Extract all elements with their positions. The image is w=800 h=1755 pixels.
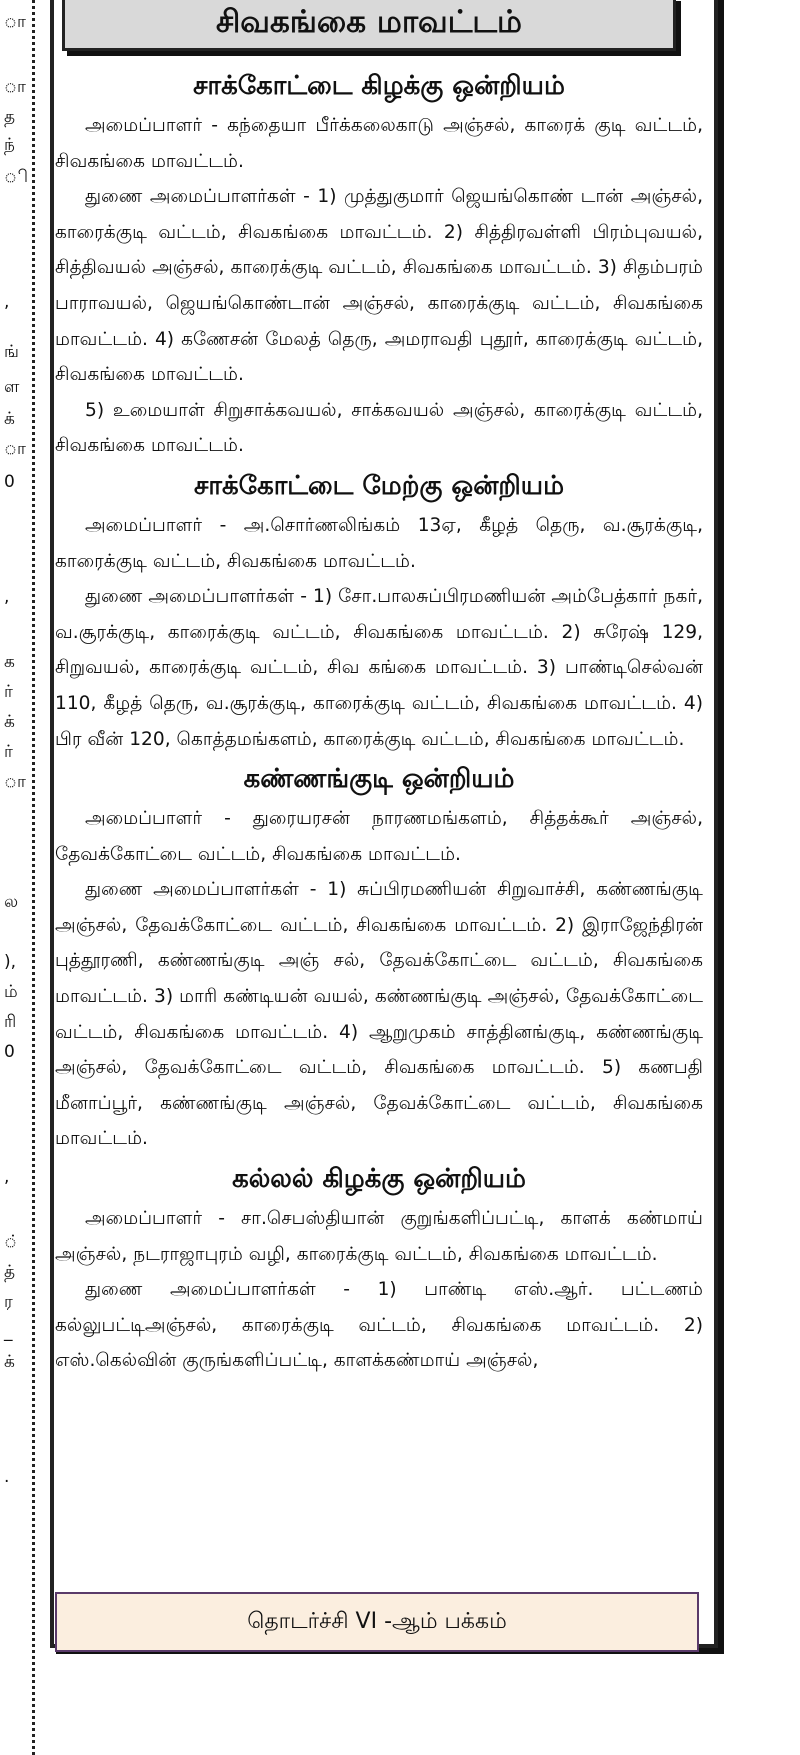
margin-fragment: த் (4, 1262, 16, 1282)
margin-fragment: ் (4, 1232, 20, 1252)
paragraph: அமைப்பாளர் - அ.சொர்ணலிங்கம் 13ஏ, கீழத் தெரு, வ.சூரக்குடி, காரைக்குடி வட்டம், சிவகங்கை மாவட்டம். (55, 514, 703, 572)
paragraph: துணை அமைப்பாளர்கள் - 1) சோ.பாலசுப்பிரமணியன் அம்பேத்கார் நகர், வ.சூரக்குடி, காரைக்குடி வட்டம், சிவகங்கை மாவட்டம். 2) சுரேஷ் 129, சிறுவயல், காரைக்குடி வட்டம், சிவ கங்கை மாவட்டம். 3) பாண்டிசெல்வன் 110, கீழத் தெரு, வ.சூரக்குடி, காரைக்குடி வட்டம், சிவகங்கை மாவட்டம். 4) பிர வீன் 120, கொத்தமங்களம், காரைக்குடி வட்டம், சிவகங்கை மாவட்டம். (55, 586, 703, 750)
margin-fragment: க் (4, 1352, 15, 1372)
margin-fragment: ந் (4, 135, 15, 155)
margin-fragment: ல (4, 892, 19, 912)
margin-fragment: த (4, 107, 16, 127)
margin-fragment: ரி (4, 1012, 17, 1032)
paragraph: அமைப்பாளர் - கந்தையா பீர்க்கலைகாடு அஞ்சல், காரைக் குடி வட்டம், சிவகங்கை மாவட்டம். (55, 115, 703, 172)
margin-fragment: ா (4, 12, 26, 32)
previous-column-fragment (0, 0, 30, 1755)
margin-fragment: ா (4, 772, 26, 792)
paragraph: அமைப்பாளர் - துரையரசன் நாரணமங்களம், சித்தக்கூர் அஞ்சல், தேவக்கோட்டை வட்டம், சிவகங்கை மாவட்டம். (55, 808, 703, 865)
margin-fragment: , (4, 292, 10, 312)
column-divider (32, 0, 35, 1755)
section-heading: கல்லல் கிழக்கு ஒன்றியம் (232, 1164, 526, 1195)
paragraph: அமைப்பாளர் - சா.செபஸ்தியான் குறுங்களிப்பட்டி, காளக் கண்மாய் அஞ்சல், நடராஜாபுரம் வழி, காரைக்குடி வட்டம், சிவகங்கை மாவட்டம். (55, 1208, 703, 1265)
margin-fragment: ள (4, 377, 20, 397)
margin-fragment: . (4, 1467, 10, 1487)
margin-fragment: , (4, 1167, 10, 1187)
margin-fragment: , (4, 587, 10, 607)
section-heading: சாக்கோட்டை கிழக்கு ஒன்றியம் (193, 71, 565, 101)
margin-fragment: ர (4, 1292, 13, 1312)
margin-fragment: ி (4, 167, 28, 187)
section-heading: சாக்கோட்டை மேற்கு ஒன்றியம் (194, 470, 564, 501)
margin-fragment: 0 (4, 472, 15, 492)
section-heading: கண்ணங்குடி ஒன்றியம் (243, 764, 515, 795)
margin-fragment: 0 (4, 1042, 15, 1062)
margin-fragment: க் (4, 712, 15, 732)
article-content (55, 64, 703, 1379)
margin-fragment: _ (4, 1322, 13, 1342)
paragraph: 5) உமையாள் சிறுசாக்கவயல், சாக்கவயல் அஞ்சல், காரைக்குடி வட்டம், சிவகங்கை மாவட்டம். (55, 399, 703, 457)
margin-fragment: ங் (4, 342, 19, 362)
margin-fragment: க் (4, 409, 15, 429)
margin-fragment: ா (4, 439, 26, 459)
margin-fragment: ம் (4, 982, 18, 1002)
district-banner: சிவகங்கை மாவட்டம் (62, 0, 676, 51)
margin-fragment: ), (4, 952, 17, 972)
margin-fragment: ர் (4, 682, 13, 702)
continued-on-page-note: தொடர்ச்சி VI -ஆம் பக்கம் (55, 1592, 699, 1652)
paragraph: துணை அமைப்பாளர்கள் - 1) முத்துகுமார் ஜெயங்கொண் டான் அஞ்சல், காரைக்குடி வட்டம், சிவகங்கை மாவட்டம். 2) சித்திரவள்ளி பிரம்புவயல், சித்திவயல் அஞ்சல், காரைக்குடி வட்டம், சிவகங்கை மாவட்டம். 3) சிதம்பரம் பாராவயல், ஜெயங்கொண்டான் அஞ்சல், காரைக்குடி வட்டம், சிவகங்கை மாவட்டம். 4) கணேசன் மேலத் தெரு, அமராவதி புதூர், காரைக்குடி வட்டம், சிவகங்கை மாவட்டம். (55, 186, 703, 386)
margin-fragment: க (4, 652, 15, 672)
margin-fragment: ர் (4, 742, 13, 762)
paragraph: துணை அமைப்பாளர்கள் - 1) சுப்பிரமணியன் சிறுவாச்சி, கண்ணங்குடி அஞ்சல், தேவக்கோட்டை வட்டம், சிவகங்கை மாவட்டம். 2) இராஜேந்திரன் புத்தூரணி, கண்ணங்குடி அஞ் சல், தேவக்கோட்டை வட்டம், சிவகங்கை மாவட்டம். 3) மாரி கண்டியன் வயல், கண்ணங்குடி அஞ்சல், தேவக்கோட்டை வட்டம், சிவகங்கை மாவட்டம். 4) ஆறுமுகம் சாத்தினங்குடி, கண்ணங்குடி அஞ்சல், தேவக்கோட்டை வட்டம், சிவகங்கை மாவட்டம். 5) கணபதி மீனாப்பூர், கண்ணங்குடி அஞ்சல், தேவக்கோட்டை வட்டம், சிவகங்கை மாவட்டம். (55, 879, 703, 1150)
margin-fragment: ா (4, 77, 26, 97)
paragraph: துணை அமைப்பாளர்கள் - 1) பாண்டி எஸ்.ஆர். பட்டணம் கல்லுபட்டிஅஞ்சல், காரைக்குடி வட்டம், சிவகங்கை மாவட்டம். 2) எஸ்.கெல்வின் குருங்களிப்பட்டி, காளக்கண்மாய் அஞ்சல், (55, 1279, 703, 1372)
